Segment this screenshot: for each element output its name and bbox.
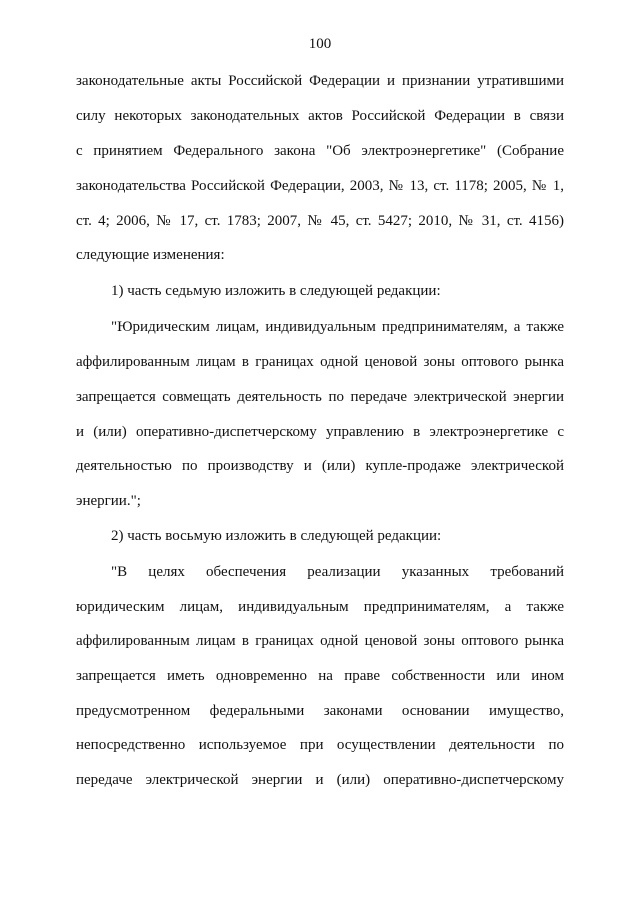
list-item-heading: 2) часть восьмую изложить в следующей редакции: <box>111 528 442 544</box>
text-line: деятельностью по производству и (или) купле-продаже электрической <box>76 458 564 474</box>
text-line: передаче электрической энергии и (или) оперативно-диспетчерскому <box>76 772 564 788</box>
text-line: аффилированным лицам в границах одной ценовой зоны оптового рынка <box>76 633 564 649</box>
list-item-heading: 1) часть седьмую изложить в следующей редакции: <box>111 283 441 299</box>
text-line: и (или) оперативно-диспетчерскому управлению в электроэнергетике с <box>76 424 564 440</box>
text-line: с принятием Федерального закона "Об электроэнергетике" (Собрание <box>76 143 564 159</box>
text-line: "В целях обеспечения реализации указанных требований <box>111 564 564 580</box>
text-line: законодательные акты Российской Федерации и признании утратившими <box>76 73 564 89</box>
text-line: запрещается совмещать деятельность по передаче электрической энергии <box>76 389 564 405</box>
text-line: юридическим лицам, индивидуальным предпринимателям, а также <box>76 599 564 615</box>
text-line: предусмотренном федеральными законами основании имущество, <box>76 703 564 719</box>
text-line: аффилированным лицам в границах одной ценовой зоны оптового рынка <box>76 354 564 370</box>
text-line: энергии."; <box>76 493 141 509</box>
text-line: силу некоторых законодательных актов Российской Федерации в связи <box>76 108 564 124</box>
text-line: непосредственно используемое при осуществлении деятельности по <box>76 737 564 753</box>
text-line: "Юридическим лицам, индивидуальным предпринимателям, а также <box>111 319 564 335</box>
text-line: следующие изменения: <box>76 247 225 263</box>
text-line: ст. 4; 2006, № 17, ст. 1783; 2007, № 45, ст. 5427; 2010, № 31, ст. 4156) <box>76 213 564 229</box>
text-line: запрещается иметь одновременно на праве собственности или ином <box>76 668 564 684</box>
page-number: 100 <box>308 36 332 52</box>
text-line: законодательства Российской Федерации, 2003, № 13, ст. 1178; 2005, № 1, <box>76 178 564 194</box>
